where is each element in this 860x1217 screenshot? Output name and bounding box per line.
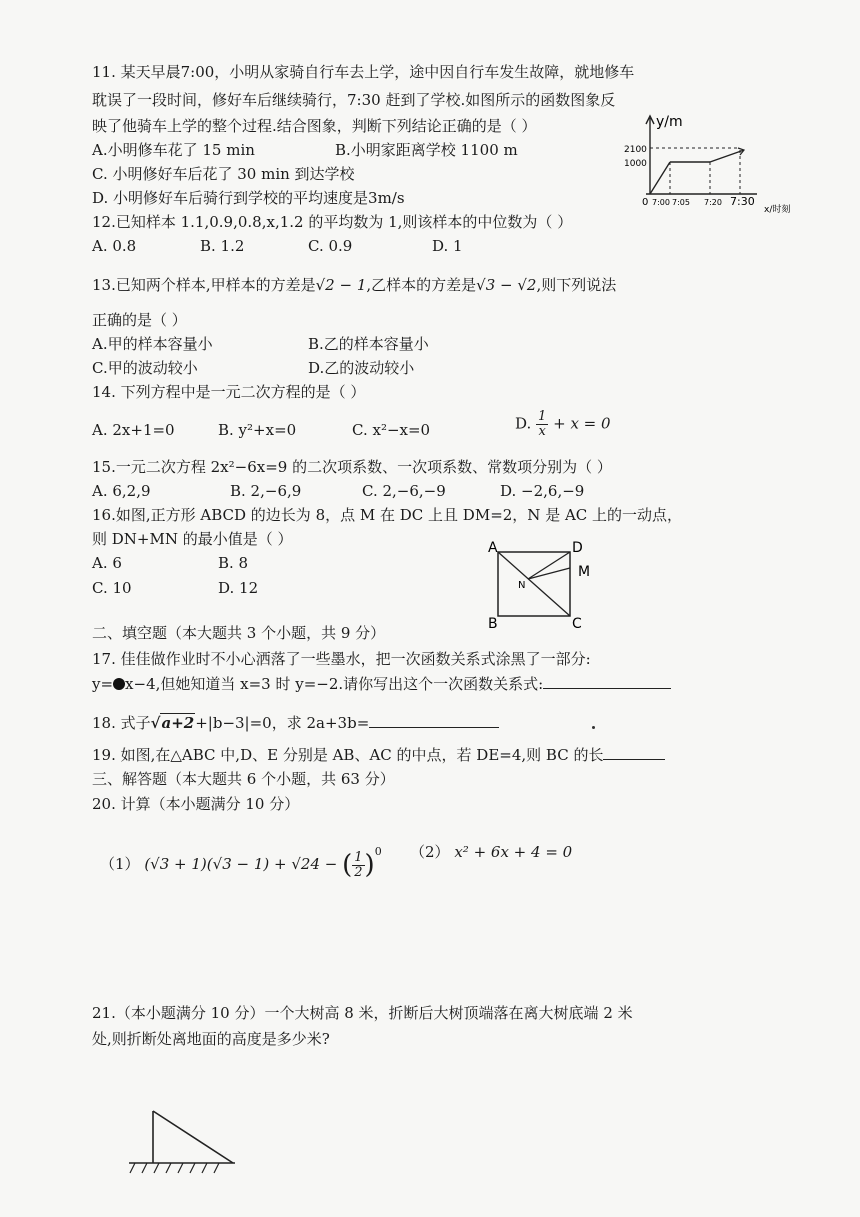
q17-line2-text: x−4,但她知道当 x=3 时 y=−2.请你写出这个一次函数关系式: (125, 675, 544, 693)
fig-label-c: C (572, 616, 582, 630)
graph-x-tick-705: 7:05 (672, 198, 690, 207)
graph-origin: 0 (642, 197, 649, 208)
q16-line1: 16.如图,正方形 ABCD 的边长为 8，点 M 在 DC 上且 DM=2，N 是 AC 上的一动点， (92, 506, 683, 524)
q11-option-c: C. 小明修好车后花了 30 min 到达学校 (92, 165, 355, 183)
q12-option-b: B. 1.2 (200, 237, 245, 255)
q16-square-figure (482, 538, 602, 630)
q20-part2-label: （2） (410, 843, 450, 861)
q17-line1: 17. 佳佳做作业时不小心洒落了一些墨水，把一次函数关系式涂黑了一部分: (92, 650, 591, 668)
q16-line2: 则 DN+MN 的最小值是（ ） (92, 530, 293, 548)
q12-option-a: A. 0.8 (92, 237, 137, 255)
q13-stem-b: ,乙样本的方差是 (366, 276, 477, 294)
q16-option-c: C. 10 (92, 579, 132, 597)
section-2-heading: 二、填空题（本大题共 3 个小题，共 9 分） (92, 624, 386, 642)
ink-blot (113, 678, 125, 690)
radical-sign: √ (150, 714, 161, 732)
q20-title: 20. 计算（本小题满分 10 分） (92, 795, 300, 813)
graph-x-label: x/时刻 (764, 205, 791, 215)
q20-part1-exponent: 0 (374, 845, 382, 858)
q21-line2: 处,则折断处离地面的高度是多少米? (92, 1030, 330, 1048)
q13-line1 (92, 275, 616, 295)
q13-stem-a: 13.已知两个样本,甲样本的方差是 (92, 276, 316, 294)
graph-y-tick-2100: 2100 (624, 145, 647, 155)
q14-option-b: B. y²+x=0 (218, 421, 297, 439)
q19-line (92, 745, 665, 765)
graph-x-tick-700: 7:00 (652, 198, 670, 207)
q14-option-d-fraction: $\frac{1}{x}$ (538, 409, 547, 439)
q15-option-d: D. −2,6,−9 (500, 482, 585, 500)
q11-function-graph (622, 112, 827, 220)
q18-line (92, 713, 499, 733)
q15-stem: 15.一元二次方程 2x²−6x=9 的二次项系数、一次项系数、常数项分别为（ ） (92, 458, 612, 476)
q14-option-d-rest: + x = 0 (553, 414, 611, 433)
q11-line1: 11. 某天早晨7:00，小明从家骑自行车去上学，途中因自行车发生故障，就地修车 (92, 63, 635, 81)
q18-prefix: 18. 式子 (92, 714, 151, 732)
q15-option-c: C. 2,−6,−9 (362, 482, 446, 500)
q17-answer-blank[interactable] (543, 674, 671, 689)
graph-y-label: y/m (656, 114, 683, 130)
q21-line1: 21.（本小题满分 10 分）一个大树高 8 米，折断后大树顶端落在离大树底端 2 米 (92, 1004, 633, 1022)
q13-option-b: B.乙的样本容量小 (308, 335, 429, 353)
q15-option-b: B. 2,−6,9 (230, 482, 302, 500)
q14-option-d (515, 410, 611, 439)
fig-label-b: B (488, 616, 498, 630)
q14-option-a: A. 2x+1=0 (92, 421, 175, 439)
q14-option-d-label: D. (515, 414, 532, 433)
q13-option-c: C.甲的波动较小 (92, 359, 198, 377)
q13-option-d: D.乙的波动较小 (308, 359, 415, 377)
q16-option-a: A. 6 (92, 554, 122, 572)
fig-label-n: N (518, 580, 526, 591)
graph-x-tick-730: 7:30 (730, 195, 755, 208)
q11-line2: 耽误了一段时间，修好车后继续骑行，7:30 赶到了学校.如图所示的函数图象反 (92, 91, 616, 109)
q12-stem: 12.已知样本 1.1,0.9,0.8,x,1.2 的平均数为 1,则该样本的中位数为（ ） (92, 213, 573, 231)
q13-variance-b: √3 − √2 (476, 276, 537, 294)
q20-part2-expression: x² + 6x + 4 = 0 (454, 843, 573, 861)
q11-option-a: A.小明修车花了 15 min (92, 141, 255, 159)
q15-option-a: A. 6,2,9 (92, 482, 151, 500)
fig-label-m: M (578, 564, 591, 580)
right-paren: ) (364, 850, 375, 880)
left-paren: ( (342, 850, 353, 880)
q18-text: +|b−3|=0，求 2a+3b= (195, 714, 370, 732)
q16-option-d: D. 12 (218, 579, 259, 597)
q11-option-d: D. 小明修好车后骑行到学校的平均速度是3m/s (92, 189, 405, 207)
q20-part1-fraction: $\frac{1}{2}$ (354, 849, 363, 880)
fig-label-a: A (488, 540, 498, 556)
fig-label-d: D (572, 540, 583, 556)
q13-option-a: A.甲的样本容量小 (92, 335, 213, 353)
q16-option-b: B. 8 (218, 554, 249, 572)
q19-text: 19. 如图,在△ABC 中,D、E 分别是 AB、AC 的中点，若 DE=4,则 BC 的长 (92, 746, 604, 764)
q18-radicand: a+2 (161, 714, 195, 732)
q18-answer-blank[interactable] (369, 713, 499, 728)
q19-answer-blank[interactable] (603, 745, 665, 760)
q20-part1-expression: (√3 + 1)(√3 − 1) + √24 − (144, 855, 338, 873)
q12-option-c: C. 0.9 (308, 237, 353, 255)
q14-option-c: C. x²−x=0 (352, 421, 431, 439)
stray-dot (592, 726, 595, 729)
q13-variance-a: √2 − 1 (315, 276, 367, 294)
q21-tree-triangle-figure (125, 1105, 245, 1177)
graph-x-tick-720: 7:20 (704, 198, 722, 207)
q13-stem-c: ,则下列说法 (536, 276, 617, 294)
q17-line2-prefix: y= (92, 675, 114, 693)
q20-part1-label: （1） (100, 855, 140, 873)
q12-option-d: D. 1 (432, 237, 463, 255)
section-3-heading: 三、解答题（本大题共 6 个小题，共 63 分） (92, 770, 395, 788)
q20-part2 (410, 842, 572, 862)
q14-stem: 14. 下列方程中是一元二次方程的是（ ） (92, 383, 366, 401)
q17-line2 (92, 674, 671, 694)
graph-y-tick-1000: 1000 (624, 159, 647, 169)
q13-line2: 正确的是（ ） (92, 311, 187, 329)
q20-part1 (100, 842, 382, 880)
q11-line3: 映了他骑车上学的整个过程.结合图象，判断下列结论正确的是（ ） (92, 117, 537, 135)
q11-option-b: B.小明家距离学校 1100 m (335, 141, 518, 159)
